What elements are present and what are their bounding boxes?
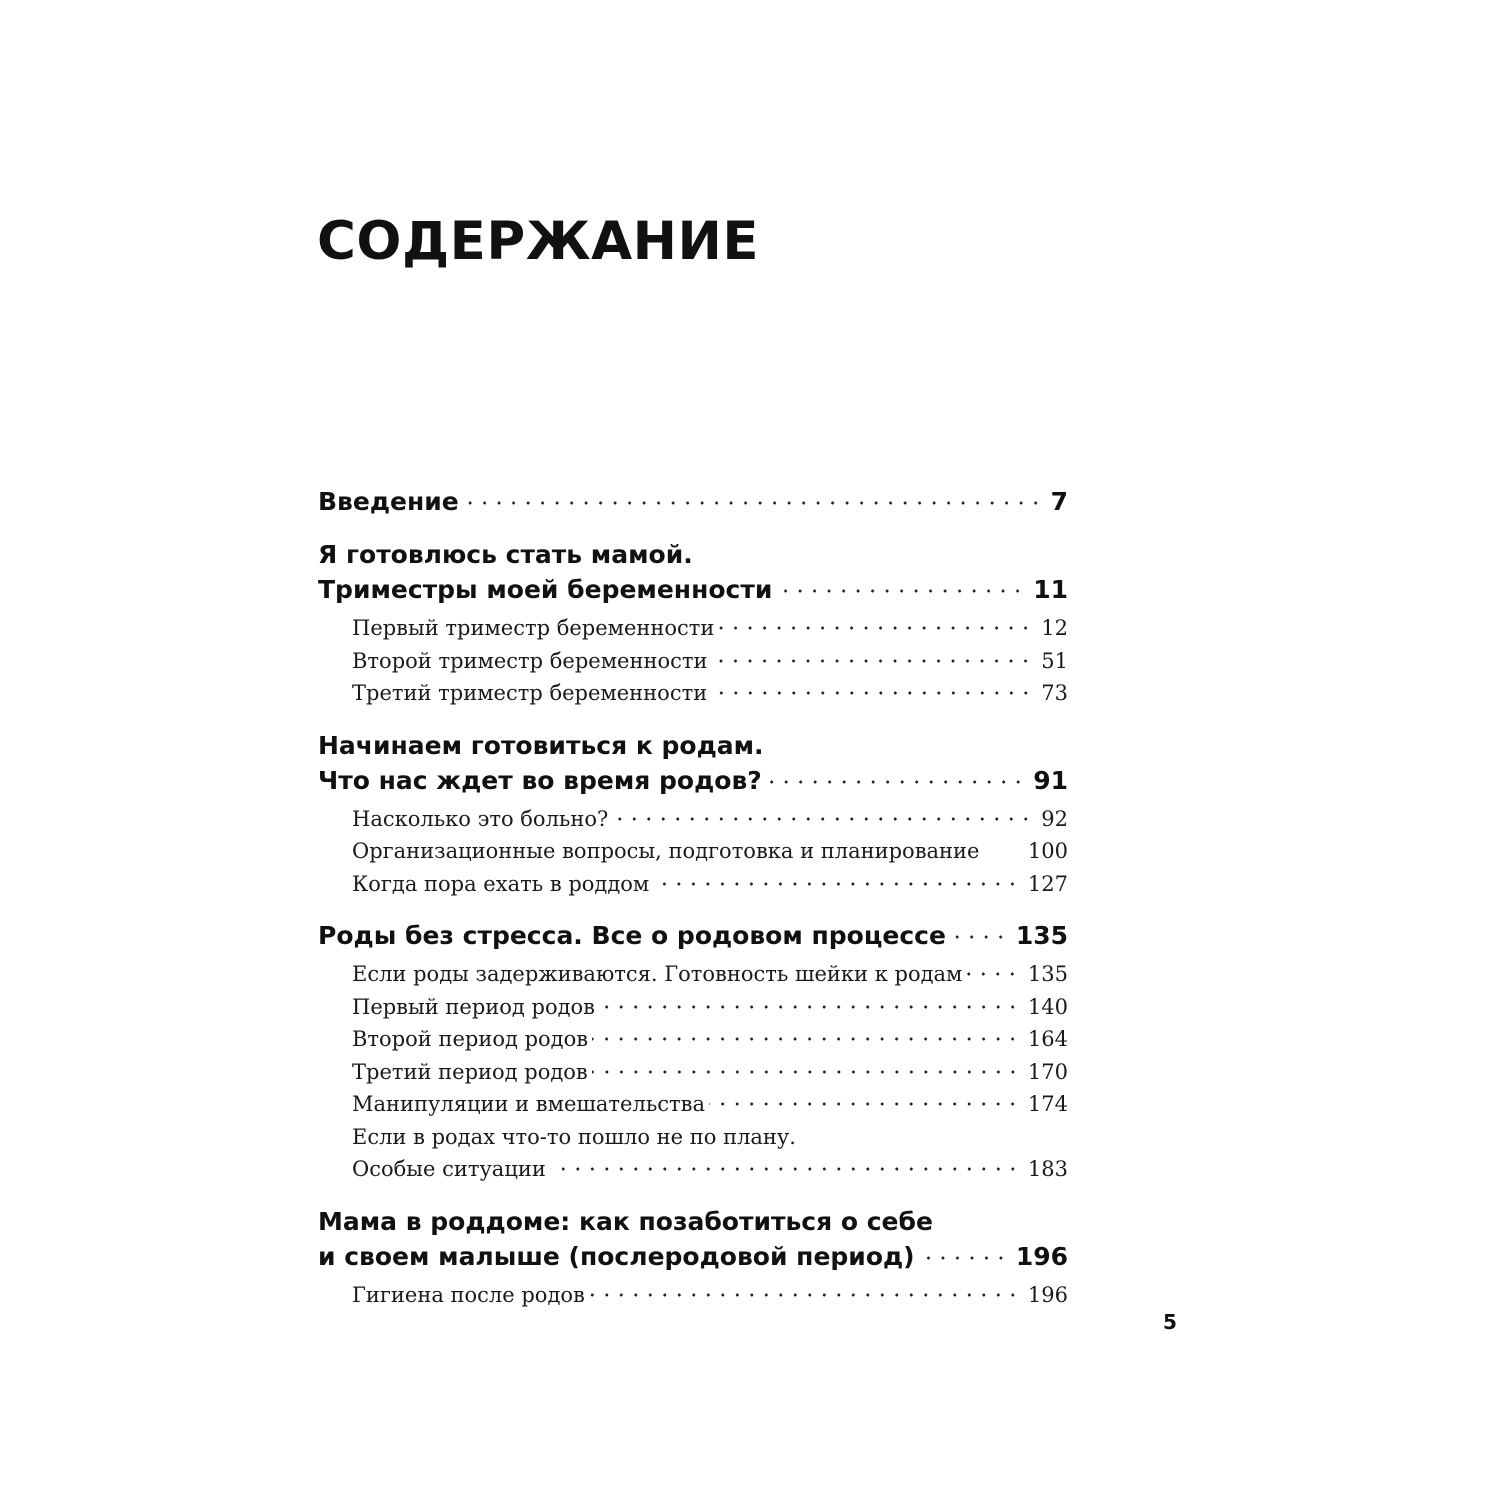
toc-subentry-label: Организационные вопросы, подготовка и планирование bbox=[352, 839, 980, 863]
toc-subentry-label: Третий триместр беременности bbox=[352, 681, 708, 705]
toc-subentry-line[interactable]: Если в родах что-то пошло не по плану. bbox=[352, 1124, 796, 1149]
toc-subentry-label: Насколько это больно? bbox=[352, 806, 609, 831]
toc-subentry-label: Первый период родов bbox=[352, 994, 595, 1019]
toc-entry-page: 11 bbox=[1033, 575, 1068, 604]
dot-leader bbox=[709, 1101, 1020, 1107]
toc-subentry-page: 174 bbox=[1027, 1092, 1068, 1116]
toc-entry-label: Что нас ждет во время родов? bbox=[318, 765, 762, 795]
toc-section-intro bbox=[318, 484, 1068, 519]
toc-entry-label: Роды без стресса. Все о родовом процессе bbox=[318, 921, 946, 950]
dot-leader bbox=[592, 1036, 1020, 1042]
toc-entry-page: 7 bbox=[1050, 487, 1068, 516]
toc-section-2 bbox=[318, 728, 1068, 901]
toc-subentry-page: 92 bbox=[1041, 806, 1068, 831]
dot-leader bbox=[653, 881, 1020, 887]
dot-leader bbox=[766, 779, 1025, 785]
toc-subentry[interactable] bbox=[318, 835, 1068, 868]
dot-leader bbox=[589, 1292, 1020, 1298]
toc-entry-page: 196 bbox=[1015, 1241, 1068, 1271]
dot-leader bbox=[592, 1069, 1020, 1075]
toc-subentry-page: 135 bbox=[1027, 962, 1068, 986]
toc-subentry-page: 100 bbox=[1027, 839, 1068, 863]
toc-subentry-page: 140 bbox=[1027, 994, 1068, 1019]
dot-leader bbox=[983, 848, 1019, 854]
table-of-contents bbox=[318, 484, 1068, 1311]
toc-subentry-label: Первый триместр беременности bbox=[352, 616, 715, 640]
toc-subentry-page: 73 bbox=[1041, 681, 1068, 705]
toc-subentry[interactable] bbox=[318, 1088, 1068, 1121]
toc-subentry[interactable] bbox=[318, 868, 1068, 901]
toc-subentry[interactable] bbox=[318, 803, 1068, 836]
dot-leader bbox=[776, 588, 1025, 594]
toc-section-1 bbox=[318, 537, 1068, 710]
toc-subentry-page: 196 bbox=[1027, 1282, 1068, 1307]
toc-heading-line: Я готовлюсь стать мамой. bbox=[318, 540, 693, 569]
toc-subentry[interactable] bbox=[318, 958, 1068, 991]
toc-subentry-page: 127 bbox=[1027, 871, 1068, 896]
dot-leader bbox=[919, 1255, 1008, 1261]
toc-subentry[interactable] bbox=[318, 612, 1068, 645]
toc-subentry[interactable] bbox=[318, 991, 1068, 1024]
toc-subentry-label: Манипуляции и вмешательства bbox=[352, 1092, 705, 1116]
toc-heading-line: Начинаем готовиться к родам. bbox=[318, 730, 764, 760]
toc-entry-page: 135 bbox=[1015, 921, 1068, 950]
toc-subentry-page: 170 bbox=[1027, 1059, 1068, 1084]
toc-entry-label: Триместры моей беременности bbox=[318, 575, 773, 604]
toc-subentry-label: Второй период родов bbox=[352, 1027, 589, 1051]
toc-subentry[interactable] bbox=[318, 1279, 1068, 1312]
toc-subentry-label: Второй триместр беременности bbox=[352, 648, 708, 673]
toc-subentry-label: Третий период родов bbox=[352, 1059, 588, 1084]
dot-leader bbox=[711, 658, 1033, 664]
toc-entry[interactable] bbox=[318, 763, 1068, 798]
toc-subentry-page: 51 bbox=[1041, 648, 1068, 673]
dot-leader bbox=[711, 690, 1033, 696]
toc-section-3 bbox=[318, 918, 1068, 1186]
toc-entry[interactable] bbox=[318, 484, 1068, 519]
toc-entry[interactable] bbox=[318, 1239, 1068, 1274]
page-title: СОДЕРЖАНИЕ bbox=[317, 211, 760, 272]
page-number: 5 bbox=[1163, 1310, 1177, 1334]
toc-subentry-page: 164 bbox=[1027, 1027, 1068, 1051]
toc-subentry-label: Если роды задерживаются. Готовность шейки к родам bbox=[352, 962, 963, 986]
toc-subentry-label: Когда пора ехать в роддом bbox=[352, 871, 650, 896]
toc-entry[interactable] bbox=[318, 572, 1068, 607]
dot-leader bbox=[966, 971, 1020, 977]
toc-section-4 bbox=[318, 1204, 1068, 1312]
toc-subentry-label: Особые ситуации bbox=[352, 1157, 546, 1181]
toc-subentry[interactable] bbox=[318, 1056, 1068, 1089]
dot-leader bbox=[550, 1166, 1020, 1172]
toc-entry-label: Введение bbox=[318, 487, 459, 516]
toc-subentry-label: Гигиена после родов bbox=[352, 1282, 585, 1307]
toc-subentry-page: 12 bbox=[1041, 616, 1068, 640]
dot-leader bbox=[463, 500, 1043, 506]
toc-subentry[interactable] bbox=[318, 1153, 1068, 1186]
dot-leader bbox=[599, 1004, 1020, 1010]
toc-subentry[interactable] bbox=[318, 1023, 1068, 1056]
toc-subentry-page: 183 bbox=[1027, 1157, 1068, 1181]
toc-entry-page: 91 bbox=[1033, 765, 1068, 795]
toc-subentry[interactable] bbox=[318, 677, 1068, 710]
toc-entry-label: и своем малыше (послеродовой период) bbox=[318, 1241, 915, 1271]
dot-leader bbox=[718, 625, 1033, 631]
toc-subentry[interactable] bbox=[318, 645, 1068, 678]
dot-leader bbox=[950, 934, 1008, 940]
toc-entry[interactable] bbox=[318, 918, 1068, 953]
toc-heading-line: Мама в роддоме: как позаботиться о себе bbox=[318, 1206, 933, 1236]
dot-leader bbox=[612, 816, 1033, 822]
